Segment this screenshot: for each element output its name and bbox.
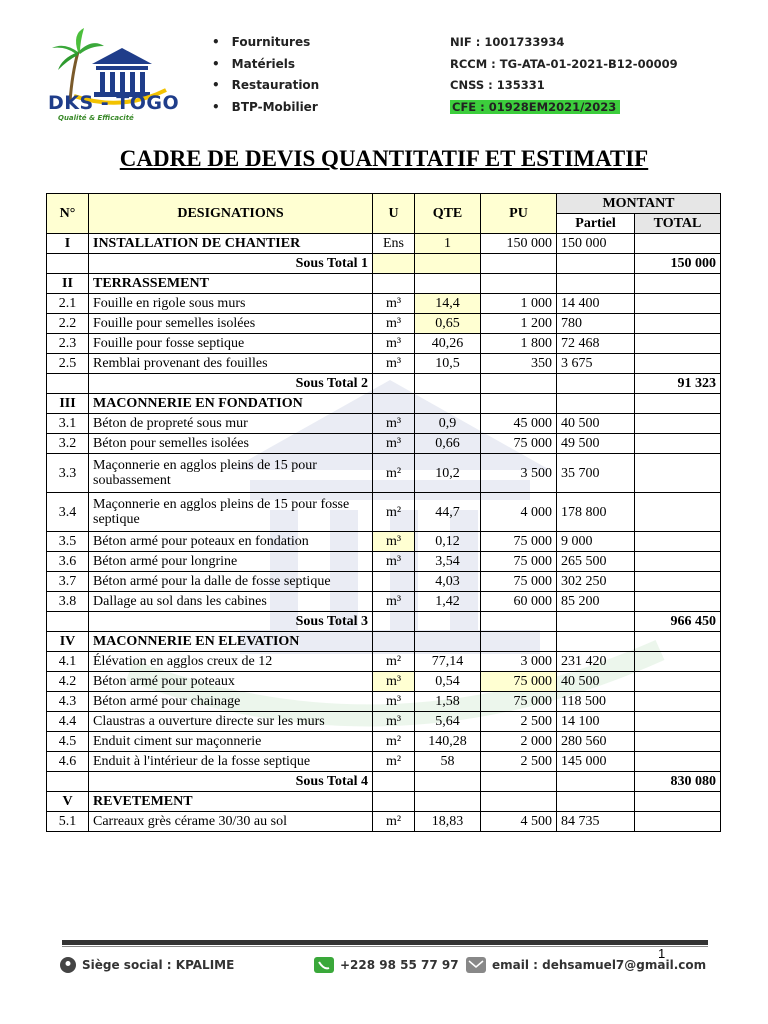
table-row (47, 712, 721, 732)
row-quantity: 3,54 (415, 552, 481, 572)
row-unit-price: 4 000 (481, 493, 557, 532)
row-partial-amount: 14 100 (557, 712, 635, 732)
row-unit-price: 60 000 (481, 592, 557, 612)
table-row (47, 354, 721, 374)
service-item: • Matériels (212, 56, 319, 78)
row-unit-price (481, 612, 557, 632)
row-partial-amount: 14 400 (557, 294, 635, 314)
row-partial-amount (557, 274, 635, 294)
row-number: 4.1 (47, 652, 89, 672)
cnss-number: CNSS : 135331 (450, 78, 545, 92)
row-unit-price (481, 632, 557, 652)
row-designation: TERRASSEMENT (89, 274, 373, 294)
row-unit-price (481, 772, 557, 792)
rccm-number: RCCM : TG-ATA-01-2021-B12-00009 (450, 56, 678, 71)
row-unit-price (481, 374, 557, 394)
row-designation: MACONNERIE EN ELEVATION (89, 632, 373, 652)
row-partial-amount: 3 675 (557, 354, 635, 374)
row-partial-amount: 85 200 (557, 592, 635, 612)
table-row (47, 812, 721, 832)
row-number: 2.2 (47, 314, 89, 334)
row-total-amount (635, 672, 721, 692)
row-unit (373, 274, 415, 294)
footer-address (60, 957, 234, 973)
footer-phone (314, 957, 459, 973)
row-unit (373, 254, 415, 274)
row-unit-price: 75 000 (481, 552, 557, 572)
row-number: 4.5 (47, 732, 89, 752)
row-unit-price: 1 800 (481, 334, 557, 354)
row-number: 3.7 (47, 572, 89, 592)
row-partial-amount: 84 735 (557, 812, 635, 832)
row-number: 3.1 (47, 414, 89, 434)
row-partial-amount (557, 792, 635, 812)
row-partial-amount: 150 000 (557, 234, 635, 254)
row-unit (373, 632, 415, 652)
row-unit: m² (373, 493, 415, 532)
section-row (47, 394, 721, 414)
table-row (47, 572, 721, 592)
row-quantity (415, 274, 481, 294)
row-designation: Enduit à l'intérieur de la fosse septique (89, 752, 373, 772)
row-unit-price: 2 000 (481, 732, 557, 752)
row-unit (373, 572, 415, 592)
subtotal-row (47, 612, 721, 632)
row-total-amount (635, 493, 721, 532)
row-unit (373, 772, 415, 792)
row-quantity (415, 772, 481, 792)
row-designation: Enduit ciment sur maçonnerie (89, 732, 373, 752)
row-designation: Béton armé pour longrine (89, 552, 373, 572)
row-total-amount: 150 000 (635, 254, 721, 274)
row-designation: INSTALLATION DE CHANTIER (89, 234, 373, 254)
row-designation: Béton armé pour la dalle de fosse septique (89, 572, 373, 592)
row-unit-price: 3 000 (481, 652, 557, 672)
row-total-amount (635, 532, 721, 552)
service-item: • Restauration (212, 77, 319, 99)
table-row (47, 294, 721, 314)
row-unit-price: 75 000 (481, 434, 557, 454)
col-header-num: N° (47, 194, 89, 234)
table-row (47, 334, 721, 354)
row-total-amount (635, 812, 721, 832)
table-row (47, 434, 721, 454)
row-designation: Élévation en agglos creux de 12 (89, 652, 373, 672)
section-row (47, 632, 721, 652)
row-number: III (47, 394, 89, 414)
row-partial-amount (557, 394, 635, 414)
row-total-amount (635, 792, 721, 812)
services-list (212, 34, 319, 120)
row-unit: m³ (373, 532, 415, 552)
row-total-amount (635, 434, 721, 454)
row-total-amount: 966 450 (635, 612, 721, 632)
table-row (47, 752, 721, 772)
row-number: 3.6 (47, 552, 89, 572)
row-number (47, 772, 89, 792)
row-total-amount (635, 314, 721, 334)
row-total-amount (635, 354, 721, 374)
row-total-amount (635, 234, 721, 254)
row-number: V (47, 792, 89, 812)
row-total-amount (635, 334, 721, 354)
footer-divider (62, 940, 708, 945)
row-total-amount (635, 732, 721, 752)
table-row (47, 652, 721, 672)
row-quantity: 58 (415, 752, 481, 772)
row-unit: m³ (373, 552, 415, 572)
row-designation: Sous Total 4 (89, 772, 373, 792)
nif-number: NIF : 1001733934 (450, 35, 565, 49)
col-header-partiel: Partiel (557, 214, 635, 234)
row-partial-amount: 178 800 (557, 493, 635, 532)
row-unit: m³ (373, 592, 415, 612)
row-designation: MACONNERIE EN FONDATION (89, 394, 373, 414)
row-unit: m³ (373, 294, 415, 314)
row-partial-amount (557, 772, 635, 792)
row-quantity (415, 394, 481, 414)
row-total-amount (635, 294, 721, 314)
company-identifiers (450, 34, 678, 120)
row-unit: m² (373, 732, 415, 752)
row-total-amount: 91 323 (635, 374, 721, 394)
row-total-amount (635, 592, 721, 612)
row-quantity: 1,42 (415, 592, 481, 612)
row-quantity: 0,66 (415, 434, 481, 454)
row-quantity: 0,54 (415, 672, 481, 692)
row-number: 4.4 (47, 712, 89, 732)
row-designation: Béton pour semelles isolées (89, 434, 373, 454)
row-partial-amount: 49 500 (557, 434, 635, 454)
row-partial-amount: 9 000 (557, 532, 635, 552)
row-partial-amount: 231 420 (557, 652, 635, 672)
row-unit-price: 3 500 (481, 454, 557, 493)
row-unit-price (481, 394, 557, 414)
row-partial-amount: 72 468 (557, 334, 635, 354)
row-quantity (415, 254, 481, 274)
row-number: 2.5 (47, 354, 89, 374)
logo-tagline: Qualité & Efficacité (58, 114, 134, 122)
page-number: 1 (658, 946, 666, 961)
row-designation: Sous Total 2 (89, 374, 373, 394)
table-row (47, 532, 721, 552)
row-total-amount (635, 552, 721, 572)
row-number: 3.4 (47, 493, 89, 532)
table-row (47, 314, 721, 334)
row-partial-amount (557, 632, 635, 652)
row-number: 5.1 (47, 812, 89, 832)
row-quantity: 18,83 (415, 812, 481, 832)
row-quantity: 4,03 (415, 572, 481, 592)
row-quantity: 0,12 (415, 532, 481, 552)
subtotal-row (47, 374, 721, 394)
row-partial-amount (557, 374, 635, 394)
row-unit: m³ (373, 414, 415, 434)
row-quantity (415, 632, 481, 652)
row-quantity: 40,26 (415, 334, 481, 354)
logo-name: DKS - TOGO (48, 92, 180, 114)
table-row (47, 592, 721, 612)
row-unit-price: 75 000 (481, 572, 557, 592)
row-total-amount (635, 572, 721, 592)
row-partial-amount: 40 500 (557, 672, 635, 692)
row-number: 3.3 (47, 454, 89, 493)
table-row (47, 414, 721, 434)
row-total-amount (635, 752, 721, 772)
row-unit: m³ (373, 434, 415, 454)
row-number: 3.8 (47, 592, 89, 612)
row-unit: m³ (373, 672, 415, 692)
row-unit (373, 792, 415, 812)
row-partial-amount: 40 500 (557, 414, 635, 434)
footer-email (466, 957, 706, 973)
row-quantity: 1,58 (415, 692, 481, 712)
row-number: 2.1 (47, 294, 89, 314)
row-number: 3.5 (47, 532, 89, 552)
table-row (47, 493, 721, 532)
row-unit: m² (373, 652, 415, 672)
row-total-amount (635, 632, 721, 652)
row-quantity: 0,9 (415, 414, 481, 434)
row-unit-price: 2 500 (481, 712, 557, 732)
location-icon (60, 957, 76, 973)
col-header-total: TOTAL (635, 214, 721, 234)
row-designation: Dallage au sol dans les cabines (89, 592, 373, 612)
row-number: II (47, 274, 89, 294)
row-unit-price: 75 000 (481, 672, 557, 692)
row-unit (373, 374, 415, 394)
address-text: Siège social : KPALIME (82, 958, 235, 972)
col-header-pu: PU (481, 194, 557, 234)
document-title: CADRE DE DEVIS QUANTITATIF ET ESTIMATIF (119, 146, 649, 171)
row-unit: Ens (373, 234, 415, 254)
row-designation: Béton armé pour chainage (89, 692, 373, 712)
table-row (47, 732, 721, 752)
col-header-unit: U (373, 194, 415, 234)
row-unit-price (481, 274, 557, 294)
row-designation: Fouille pour fosse septique (89, 334, 373, 354)
col-header-montant: MONTANT (557, 194, 721, 214)
row-designation: Béton armé pour poteaux (89, 672, 373, 692)
row-total-amount (635, 712, 721, 732)
row-partial-amount: 118 500 (557, 692, 635, 712)
row-partial-amount: 780 (557, 314, 635, 334)
row-designation: Fouille pour semelles isolées (89, 314, 373, 334)
table-row (47, 692, 721, 712)
subtotal-row (47, 772, 721, 792)
row-number: 4.2 (47, 672, 89, 692)
row-total-amount (635, 692, 721, 712)
row-number: IV (47, 632, 89, 652)
row-designation: Béton armé pour poteaux en fondation (89, 532, 373, 552)
row-unit-price: 75 000 (481, 692, 557, 712)
row-unit-price: 75 000 (481, 532, 557, 552)
row-quantity: 10,2 (415, 454, 481, 493)
email-text: email : dehsamuel7@gmail.com (492, 958, 707, 972)
row-quantity: 0,65 (415, 314, 481, 334)
row-unit-price (481, 792, 557, 812)
cfe-number: CFE : 01928EM2021/2023 (450, 100, 620, 114)
email-icon (466, 957, 486, 973)
row-unit-price: 150 000 (481, 234, 557, 254)
row-unit (373, 394, 415, 414)
row-unit-price: 45 000 (481, 414, 557, 434)
row-unit: m³ (373, 712, 415, 732)
section-row (47, 274, 721, 294)
row-quantity: 140,28 (415, 732, 481, 752)
row-partial-amount: 35 700 (557, 454, 635, 493)
row-unit: m² (373, 752, 415, 772)
row-partial-amount: 302 250 (557, 572, 635, 592)
row-total-amount (635, 414, 721, 434)
row-unit: m³ (373, 692, 415, 712)
row-total-amount (635, 454, 721, 493)
row-quantity: 44,7 (415, 493, 481, 532)
quote-rows (47, 234, 721, 832)
row-designation: Fouille en rigole sous murs (89, 294, 373, 314)
row-unit-price: 2 500 (481, 752, 557, 772)
col-header-designation: DESIGNATIONS (89, 194, 373, 234)
row-partial-amount: 145 000 (557, 752, 635, 772)
row-unit: m³ (373, 314, 415, 334)
row-designation: Remblai provenant des fouilles (89, 354, 373, 374)
letterhead (0, 0, 768, 130)
row-designation: Maçonnerie en agglos pleins de 15 pour soubassement (89, 454, 373, 493)
row-quantity (415, 612, 481, 632)
section-row (47, 792, 721, 812)
row-total-amount (635, 394, 721, 414)
row-designation: REVETEMENT (89, 792, 373, 812)
row-unit-price: 350 (481, 354, 557, 374)
palm-tree-icon (52, 28, 104, 102)
row-quantity (415, 374, 481, 394)
row-quantity: 10,5 (415, 354, 481, 374)
row-designation: Maçonnerie en agglos pleins de 15 pour fosse septique (89, 493, 373, 532)
row-unit: m² (373, 454, 415, 493)
row-designation: Béton de propreté sous mur (89, 414, 373, 434)
footer-divider (62, 946, 708, 947)
row-number: I (47, 234, 89, 254)
row-unit: m² (373, 812, 415, 832)
row-unit-price (481, 254, 557, 274)
row-unit-price: 4 500 (481, 812, 557, 832)
row-unit-price: 1 200 (481, 314, 557, 334)
row-unit-price: 1 000 (481, 294, 557, 314)
row-quantity (415, 792, 481, 812)
row-quantity: 5,64 (415, 712, 481, 732)
row-number (47, 254, 89, 274)
quote-table (46, 193, 721, 832)
subtotal-row (47, 254, 721, 274)
table-row (47, 454, 721, 493)
service-item: • BTP-Mobilier (212, 99, 319, 121)
row-partial-amount: 265 500 (557, 552, 635, 572)
row-quantity: 1 (415, 234, 481, 254)
row-designation: Sous Total 1 (89, 254, 373, 274)
row-number: 4.3 (47, 692, 89, 712)
row-total-amount (635, 274, 721, 294)
row-partial-amount: 280 560 (557, 732, 635, 752)
row-designation: Claustras a ouverture directe sur les murs (89, 712, 373, 732)
row-number (47, 612, 89, 632)
row-designation: Carreaux grès cérame 30/30 au sol (89, 812, 373, 832)
row-designation: Sous Total 3 (89, 612, 373, 632)
row-number: 3.2 (47, 434, 89, 454)
row-number (47, 374, 89, 394)
row-total-amount (635, 652, 721, 672)
table-row (47, 672, 721, 692)
table-row (47, 552, 721, 572)
row-unit (373, 612, 415, 632)
row-total-amount: 830 080 (635, 772, 721, 792)
row-unit: m³ (373, 334, 415, 354)
phone-text: +228 98 55 77 97 (340, 958, 459, 972)
section-row (47, 234, 721, 254)
col-header-qty: QTE (415, 194, 481, 234)
row-partial-amount (557, 254, 635, 274)
row-unit: m³ (373, 354, 415, 374)
phone-icon (314, 957, 334, 973)
row-number: 4.6 (47, 752, 89, 772)
row-quantity: 77,14 (415, 652, 481, 672)
row-partial-amount (557, 612, 635, 632)
service-item: • Fournitures (212, 34, 319, 56)
row-quantity: 14,4 (415, 294, 481, 314)
row-number: 2.3 (47, 334, 89, 354)
